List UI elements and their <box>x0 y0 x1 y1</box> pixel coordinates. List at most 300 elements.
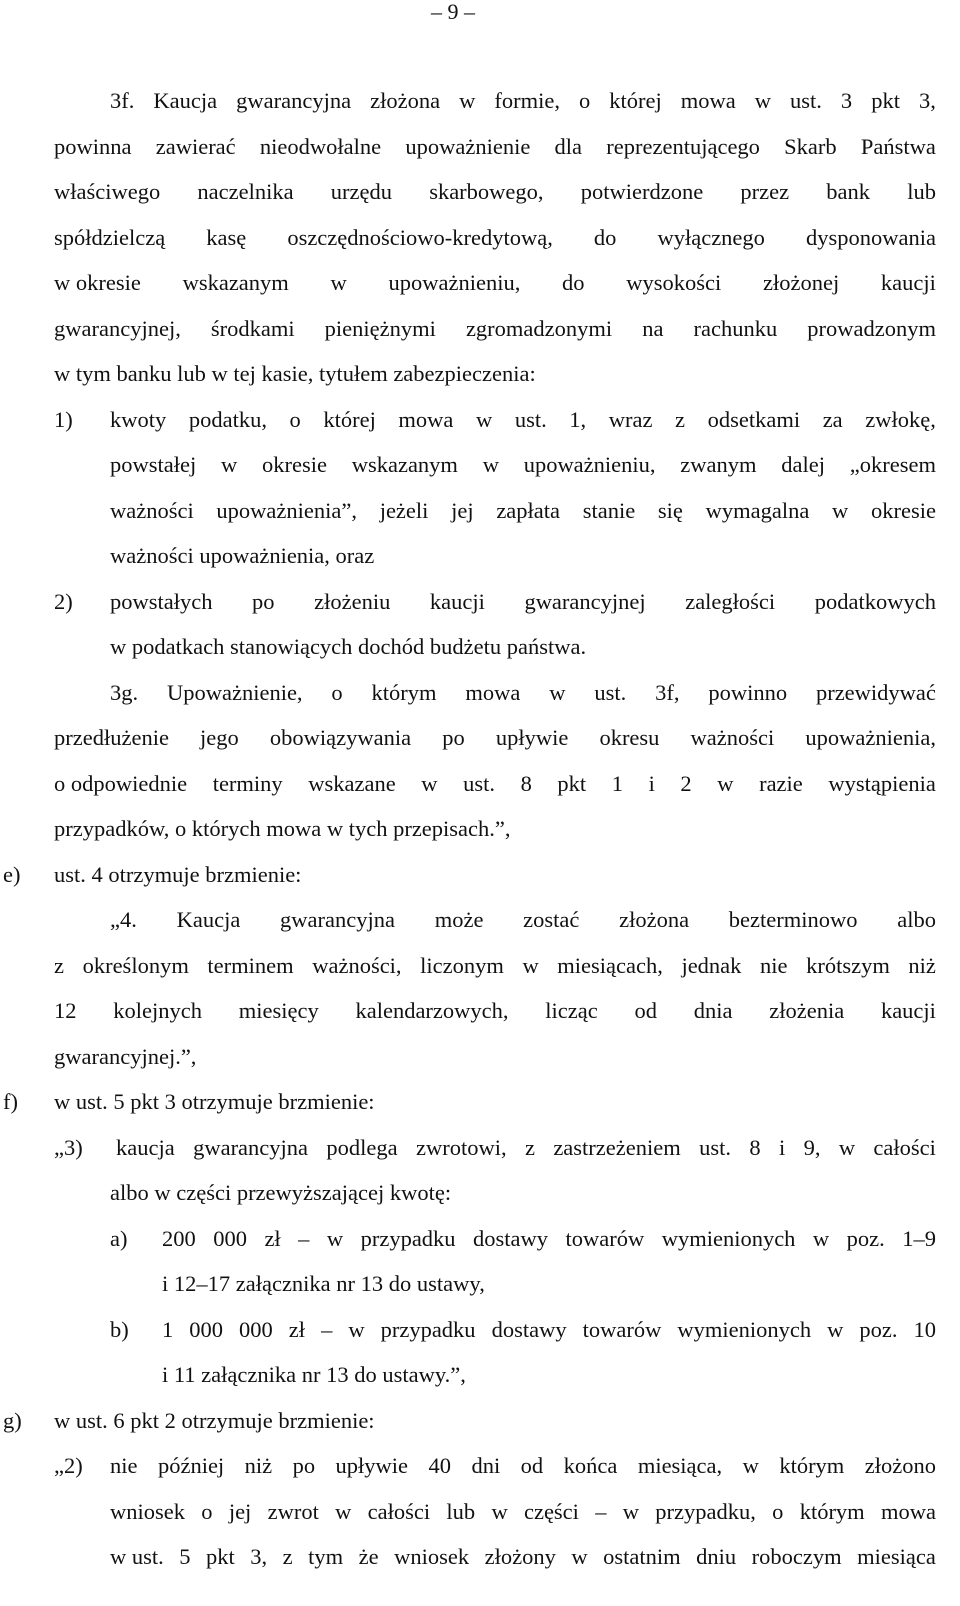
word: z <box>524 1135 535 1160</box>
point-f-sub-a-line-2 <box>0 1261 960 1307</box>
word: w <box>832 498 849 523</box>
word: określonym <box>82 953 189 978</box>
para-3g-text <box>54 761 936 807</box>
word: albo <box>897 907 936 932</box>
word: po <box>442 725 465 750</box>
word: z <box>282 1544 293 1569</box>
point-g-item-2-line-1 <box>0 1443 960 1489</box>
word: złożona <box>619 907 690 932</box>
item-text <box>110 397 936 443</box>
word: obowiązywania <box>269 725 412 750</box>
item-text <box>110 579 936 625</box>
point-g-item-2-line-2 <box>0 1489 960 1535</box>
para-3g-line-4 <box>0 806 960 852</box>
word: mowa <box>880 1499 936 1524</box>
word: gwarancyjna <box>193 1135 309 1160</box>
word: reprezentującego <box>606 134 760 159</box>
word: z <box>54 953 64 978</box>
word: w <box>838 1135 856 1160</box>
word: wskazanym <box>182 270 289 295</box>
word: od <box>520 1453 544 1478</box>
word: ust. <box>790 88 822 113</box>
word: może <box>434 907 484 932</box>
para-3f-text <box>54 124 936 170</box>
word: tym <box>308 1544 344 1569</box>
word: o <box>289 407 301 432</box>
word: której <box>609 88 662 113</box>
word: w <box>491 1499 508 1524</box>
word: miesięcy <box>238 998 319 1023</box>
quote-text: gwarancyjnej.”, <box>54 1044 197 1069</box>
point-e-header <box>0 852 960 898</box>
item-text <box>110 488 936 534</box>
word: złożonej <box>762 270 840 295</box>
word: złożona <box>370 88 441 113</box>
sub-item-text: i 12–17 załącznika nr 13 do ustawy, <box>162 1271 485 1296</box>
word: w <box>827 1317 844 1342</box>
word: Kaucja <box>176 907 241 932</box>
word: kaucja <box>116 1135 175 1160</box>
word: – <box>595 1499 607 1524</box>
word: krótszym <box>806 953 890 978</box>
word: wymienionych <box>661 1226 796 1251</box>
para-3f-item-1-line-1 <box>0 397 960 443</box>
word: 3f. <box>110 88 135 113</box>
word: w <box>330 270 347 295</box>
word: za <box>822 407 843 432</box>
word: 3, <box>918 88 936 113</box>
word: w <box>742 1453 759 1478</box>
point-f-item-3-line-1 <box>0 1125 960 1171</box>
word: powstałej <box>110 452 197 477</box>
word: którym <box>799 1499 865 1524</box>
point-g-header <box>0 1398 960 1444</box>
word: liczonym <box>420 953 504 978</box>
word: rachunku <box>693 316 778 341</box>
word: zwanym <box>680 452 757 477</box>
word: kolejnych <box>113 998 202 1023</box>
word: pkt <box>557 771 587 796</box>
word: ust. <box>594 680 627 705</box>
word: kaucji <box>429 589 485 614</box>
word: w <box>571 1544 588 1569</box>
word: do <box>562 270 585 295</box>
item-number: 1) <box>54 407 73 432</box>
word: zł <box>288 1317 306 1342</box>
word: urzędu <box>330 179 392 204</box>
word: w <box>335 1499 352 1524</box>
word: roboczym <box>751 1544 842 1569</box>
word: dla <box>554 134 583 159</box>
word: licząc <box>545 998 598 1023</box>
word: w ust. <box>110 1544 164 1569</box>
word: w <box>717 771 734 796</box>
para-3f-text <box>54 169 936 215</box>
para-3f-item-2-line-2 <box>0 624 960 670</box>
point-label: f) <box>3 1089 18 1114</box>
word: ust. <box>514 407 547 432</box>
para-3f-item-1-line-2 <box>0 442 960 488</box>
word: Upoważnienie, <box>166 680 303 705</box>
point-e-quote-line-3 <box>0 988 960 1034</box>
word: wskazanym <box>351 452 458 477</box>
para-3f-line-1 <box>0 78 960 124</box>
word: 000 <box>189 1317 224 1342</box>
para-3f-line-7 <box>0 351 960 397</box>
word: Kaucja <box>153 88 218 113</box>
word: 3, <box>250 1544 268 1569</box>
word: o <box>331 680 343 705</box>
word: okresie <box>870 498 936 523</box>
word: 1 <box>611 771 623 796</box>
word: towarów <box>565 1226 645 1251</box>
word: jego <box>200 725 239 750</box>
sub-item-text <box>162 1307 936 1353</box>
word: bezterminowo <box>728 907 858 932</box>
word: złożeniu <box>314 589 391 614</box>
word: potwierdzone <box>580 179 704 204</box>
word: niż <box>244 1453 273 1478</box>
word: 3 <box>840 88 853 113</box>
word: upoważnienia”, <box>216 498 357 523</box>
quote-text <box>54 943 936 989</box>
item-number: „3) <box>54 1135 83 1160</box>
word: poz. <box>846 1226 885 1251</box>
word: mowa <box>398 407 454 432</box>
word: przez <box>740 179 790 204</box>
word: w <box>522 953 539 978</box>
word: mowa <box>680 88 736 113</box>
point-f-item-3-line-2 <box>0 1170 960 1216</box>
word: się <box>657 498 683 523</box>
word: powstałych <box>110 589 213 614</box>
word: do <box>593 225 617 250</box>
word: po <box>252 589 275 614</box>
word: pieniężnymi <box>324 316 436 341</box>
item-text: albo w części przewyższającej kwotę: <box>110 1180 452 1205</box>
word: w <box>549 680 566 705</box>
word: złożony <box>484 1544 556 1569</box>
word: wymienionych <box>677 1317 812 1342</box>
point-text: ust. 4 otrzymuje brzmienie: <box>54 862 302 887</box>
para-3g-line-3 <box>0 761 960 807</box>
para-3f-text <box>54 215 936 261</box>
para-3g-line-2 <box>0 715 960 761</box>
word: złożono <box>864 1453 936 1478</box>
word: powinna <box>54 134 132 159</box>
word: odsetkami <box>707 407 801 432</box>
word: zaległości <box>685 589 776 614</box>
para-3f-item-2-line-1 <box>0 579 960 625</box>
word: wystąpienia <box>828 771 936 796</box>
word: dysponowania <box>805 225 936 250</box>
word: okresu <box>599 725 660 750</box>
word: w <box>476 407 493 432</box>
word: 12 <box>54 998 77 1023</box>
para-3g-text: przypadków, o których mowa w tych przepisach.”, <box>54 816 511 841</box>
word: powinno <box>708 680 788 705</box>
word: upoważnienia, <box>805 725 936 750</box>
word: z <box>675 407 686 432</box>
word: ostatnim <box>603 1544 681 1569</box>
word: jej <box>228 1499 252 1524</box>
word: stanie <box>582 498 636 523</box>
word: w okresie <box>54 270 141 295</box>
word: nie <box>760 953 788 978</box>
para-3f-item-1-line-4 <box>0 533 960 579</box>
word: 10 <box>913 1317 936 1342</box>
para-3f-item-1-line-3 <box>0 488 960 534</box>
word: którym <box>779 1453 845 1478</box>
word: 9, <box>803 1135 821 1160</box>
point-text: w ust. 5 pkt 3 otrzymuje brzmienie: <box>54 1089 375 1114</box>
word: dalej <box>781 452 825 477</box>
point-e-quote-line-2 <box>0 943 960 989</box>
para-3g-text <box>110 670 936 716</box>
word: wysokości <box>626 270 722 295</box>
word: wyłącznego <box>657 225 765 250</box>
word: zostać <box>523 907 580 932</box>
word: 8 <box>749 1135 761 1160</box>
sub-item-text <box>162 1216 936 1262</box>
word: całości <box>873 1135 936 1160</box>
word: ważności, <box>312 953 402 978</box>
word: „okresem <box>849 452 936 477</box>
word: jeżeli <box>379 498 429 523</box>
word: dni <box>471 1453 501 1478</box>
word: nieodwołalne <box>259 134 382 159</box>
word: na <box>642 316 664 341</box>
word: spółdzielczą <box>54 225 166 250</box>
word: lub <box>907 179 936 204</box>
word: upływie <box>495 725 569 750</box>
word: wraz <box>608 407 653 432</box>
word: – <box>321 1317 333 1342</box>
word: którym <box>371 680 437 705</box>
point-g-item-2-line-3 <box>0 1534 960 1580</box>
word: o <box>201 1499 213 1524</box>
word: zgromadzonymi <box>465 316 613 341</box>
word: upoważnienie <box>405 134 531 159</box>
sub-item-text: i 11 załącznika nr 13 do ustawy.”, <box>162 1362 466 1387</box>
word: dostawy <box>473 1226 549 1251</box>
word: wniosek <box>394 1544 470 1569</box>
item-text <box>116 1125 936 1171</box>
word: zwłokę, <box>865 407 936 432</box>
word: w <box>220 452 238 477</box>
word: „4. <box>110 907 137 932</box>
word: miesiąca <box>857 1544 936 1569</box>
word: całości <box>367 1499 431 1524</box>
para-3f-line-3 <box>0 169 960 215</box>
word: po <box>292 1453 316 1478</box>
word: dostawy <box>491 1317 567 1342</box>
word: zawierać <box>155 134 236 159</box>
word: o odpowiednie <box>54 771 188 796</box>
word: zapłata <box>496 498 561 523</box>
word: niż <box>908 953 936 978</box>
word: pkt <box>871 88 900 113</box>
word: miesiąca, <box>637 1453 723 1478</box>
word: zastrzeżeniem <box>553 1135 681 1160</box>
word: w <box>326 1226 344 1251</box>
word: podatkowych <box>814 589 936 614</box>
word: razie <box>759 771 803 796</box>
word: przewidywać <box>815 680 936 705</box>
point-f-sub-b-line-2 <box>0 1352 960 1398</box>
para-3f-line-2 <box>0 124 960 170</box>
item-text <box>110 1534 936 1580</box>
word: później <box>157 1453 225 1478</box>
word: upływie <box>335 1453 409 1478</box>
word: 3f, <box>655 680 680 705</box>
word: kaucji <box>880 270 936 295</box>
word: towarów <box>582 1317 662 1342</box>
item-number: 2) <box>54 589 73 614</box>
word: jednak <box>681 953 742 978</box>
point-f-header <box>0 1079 960 1125</box>
word: 1, <box>569 407 587 432</box>
word: wymagalna <box>705 498 810 523</box>
item-text <box>110 1443 936 1489</box>
word: przypadku <box>380 1317 476 1342</box>
word: poz. <box>859 1317 898 1342</box>
word: wskazane <box>308 771 396 796</box>
word: 200 <box>162 1226 196 1251</box>
para-3f-line-4 <box>0 215 960 261</box>
word: mowa <box>465 680 521 705</box>
word: i <box>648 771 655 796</box>
word: 8 <box>520 771 532 796</box>
word: dnia <box>693 998 733 1023</box>
word: 000 <box>239 1317 273 1342</box>
word: 1–9 <box>902 1226 936 1251</box>
word: i <box>778 1135 786 1160</box>
word: w <box>459 88 476 113</box>
word: pkt <box>206 1544 235 1569</box>
point-label: e) <box>3 862 21 887</box>
item-text: w podatkach stanowiących dochód budżetu państwa. <box>110 634 587 659</box>
word: lub <box>446 1499 476 1524</box>
para-3f-line-6 <box>0 306 960 352</box>
word: gwarancyjna <box>280 907 395 932</box>
word: złożenia <box>769 998 845 1023</box>
word: zwrotowi, <box>415 1135 507 1160</box>
para-3f-text <box>54 306 936 352</box>
word: w <box>482 452 499 477</box>
word: ust. <box>463 771 495 796</box>
point-f-sub-a-line-1 <box>0 1216 960 1262</box>
point-f-sub-b-line-1 <box>0 1307 960 1353</box>
word: bank <box>826 179 871 204</box>
word: – <box>298 1226 310 1251</box>
para-3f-text <box>110 78 936 124</box>
word: 5 <box>179 1544 191 1569</box>
word: oszczędnościowo-kredytową, <box>287 225 553 250</box>
word: Państwa <box>860 134 936 159</box>
word: podlega <box>326 1135 398 1160</box>
word: w <box>348 1317 365 1342</box>
word: prowadzonym <box>807 316 936 341</box>
word: terminy <box>212 771 283 796</box>
para-3g-text <box>54 715 936 761</box>
word: upoważnieniu, <box>388 270 521 295</box>
word: części <box>523 1499 579 1524</box>
word: 1 <box>162 1317 174 1342</box>
word: 2 <box>680 771 692 796</box>
word: gwarancyjna <box>236 88 352 113</box>
word: gwarancyjnej, <box>54 316 181 341</box>
word: że <box>358 1544 379 1569</box>
word: ważności <box>690 725 775 750</box>
word: miesiącach, <box>557 953 663 978</box>
item-text <box>110 442 936 488</box>
item-number: „2) <box>54 1453 83 1478</box>
word: kasę <box>206 225 247 250</box>
word: jej <box>451 498 474 523</box>
word: 3g. <box>110 680 139 705</box>
word: kaucji <box>880 998 936 1023</box>
sub-item-label: a) <box>110 1226 128 1251</box>
item-text <box>110 1489 936 1535</box>
word: w <box>421 771 438 796</box>
quote-text <box>110 897 936 943</box>
point-e-quote-line-4 <box>0 1034 960 1080</box>
para-3f-text <box>54 260 936 306</box>
point-text: w ust. 6 pkt 2 otrzymuje brzmienie: <box>54 1408 375 1433</box>
word: naczelnika <box>197 179 294 204</box>
word: w <box>754 88 771 113</box>
word: upoważnieniu, <box>523 452 656 477</box>
word: nie <box>110 1453 138 1478</box>
word: o <box>578 88 591 113</box>
word: dniu <box>696 1544 737 1569</box>
word: środkami <box>210 316 295 341</box>
word: przedłużenie <box>54 725 169 750</box>
word: 000 <box>213 1226 247 1251</box>
point-label: g) <box>3 1408 22 1433</box>
word: końca <box>563 1453 618 1478</box>
word: kwoty <box>110 407 167 432</box>
word: od <box>634 998 657 1023</box>
para-3f-line-5 <box>0 260 960 306</box>
word: okresie <box>261 452 327 477</box>
word: ust. <box>699 1135 731 1160</box>
word: podatku, <box>188 407 267 432</box>
word: gwarancyjnej <box>524 589 646 614</box>
word: kalendarzowych, <box>355 998 509 1023</box>
word: przypadku <box>360 1226 456 1251</box>
sub-item-label: b) <box>110 1317 129 1342</box>
para-3g-line-1 <box>0 670 960 716</box>
word: w <box>622 1499 639 1524</box>
item-text: ważności upoważnienia, oraz <box>110 543 375 568</box>
word: w <box>812 1226 830 1251</box>
word: zł <box>264 1226 281 1251</box>
word: o <box>772 1499 784 1524</box>
word: formie, <box>494 88 560 113</box>
word: Skarb <box>784 134 837 159</box>
para-3f-text: w tym banku lub w tej kasie, tytułem zabezpieczenia: <box>54 361 536 386</box>
word: 40 <box>428 1453 451 1478</box>
word: terminem <box>207 953 294 978</box>
page-number: – 9 – <box>431 0 475 24</box>
point-e-quote-line-1 <box>0 897 960 943</box>
word: wniosek <box>110 1499 185 1524</box>
word: właściwego <box>54 179 161 204</box>
word: zwrot <box>267 1499 319 1524</box>
word: której <box>323 407 376 432</box>
